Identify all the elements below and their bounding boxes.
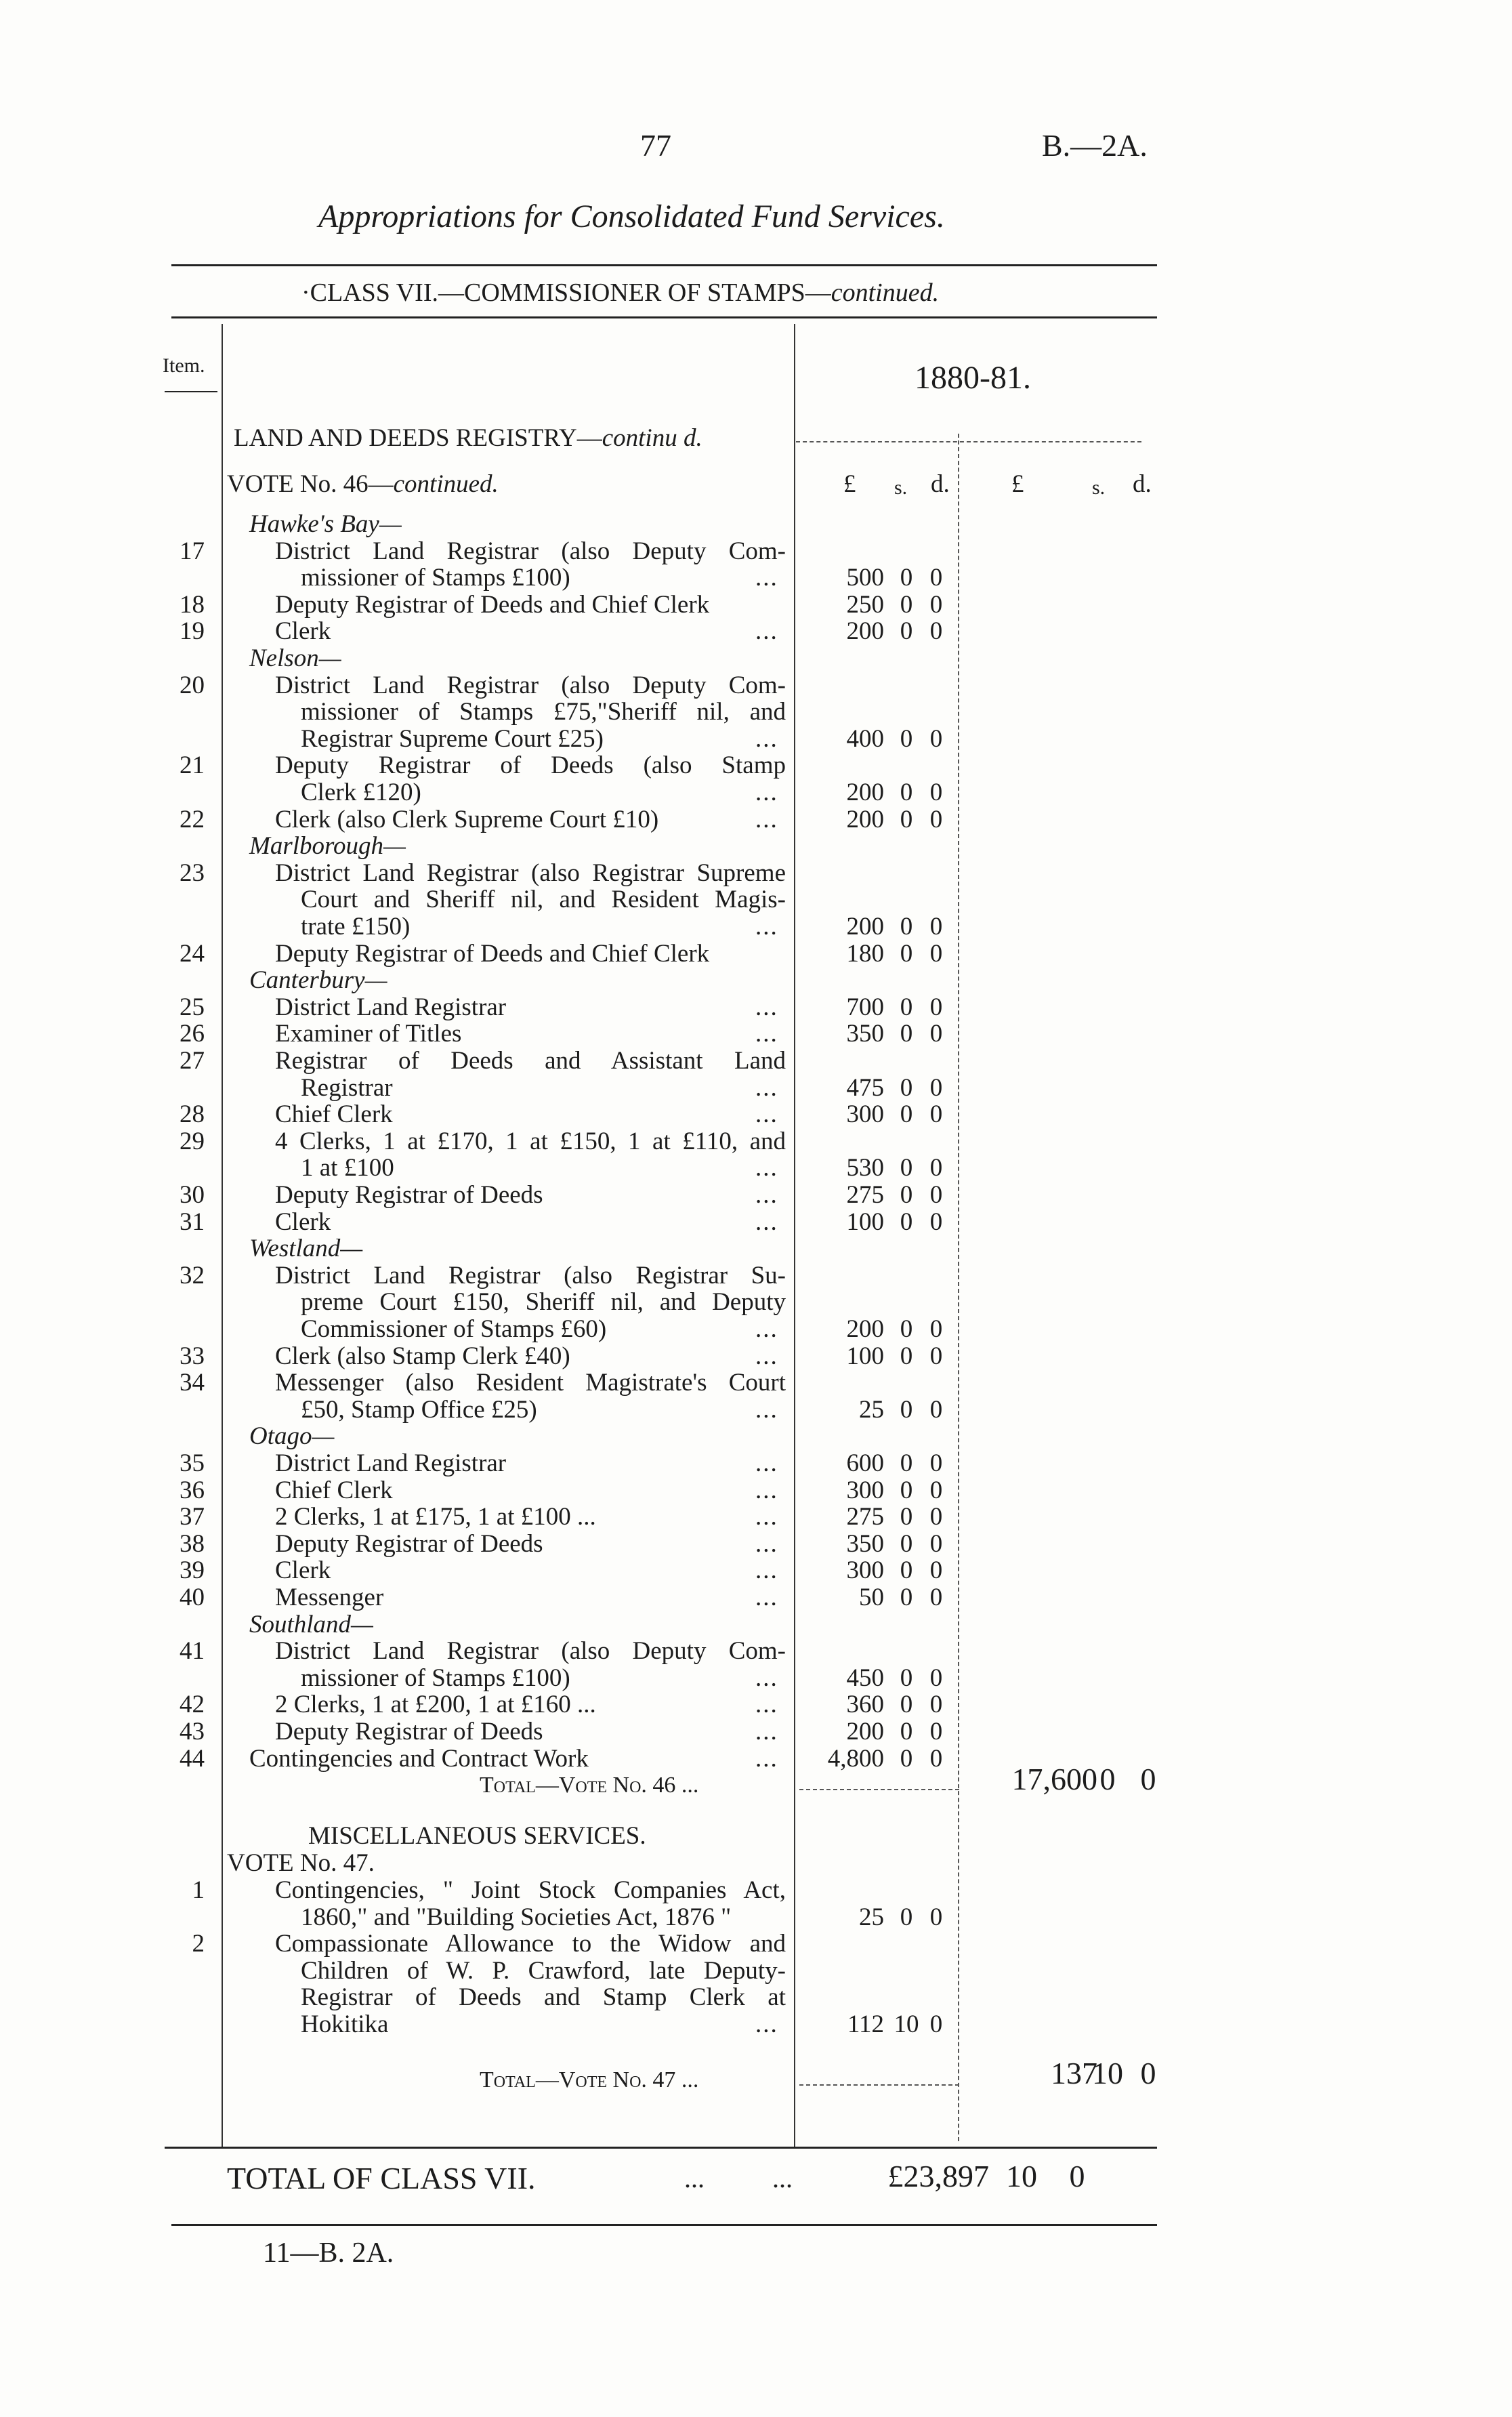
item-number: 25	[180, 993, 205, 1021]
amount-shillings: 0	[900, 724, 913, 753]
amount-shillings: 0	[900, 590, 913, 619]
item-number: 29	[180, 1127, 205, 1155]
amount-pounds: 500	[846, 564, 884, 592]
item-number: 34	[180, 1369, 205, 1397]
item-description-line: preme Court £150, Sheriff nil, and Deputy	[301, 1288, 786, 1317]
item-description-line: Chief Clerk	[275, 1476, 393, 1504]
amount-pence: 0	[929, 590, 943, 619]
item-description-line: Deputy Registrar of Deeds and Chief Clerk	[275, 939, 710, 968]
leader-dots: ...	[755, 1181, 778, 1209]
amount-shillings: 0	[900, 1342, 913, 1370]
amount-pounds: 275	[846, 1503, 884, 1531]
amount-shillings: 0	[900, 1691, 913, 1719]
rule-class-total-top	[165, 2147, 1157, 2149]
item-description-line: Chief Clerk	[275, 1100, 393, 1129]
total-vote-47-shillings: 10	[1092, 2056, 1123, 2090]
class-title-suffix: continued.	[831, 278, 940, 307]
amount-shillings: 0	[900, 1154, 913, 1182]
item-description-line: Deputy Registrar of Deeds and Chief Clerk	[275, 590, 710, 619]
amount-pence: 0	[929, 564, 943, 592]
total-vote-47-text: Total—Vote No. 47 ...	[480, 2067, 699, 2092]
item-number: 41	[180, 1637, 205, 1666]
leader-dots: ...	[755, 1100, 778, 1129]
amount-shillings: 0	[900, 1476, 913, 1504]
description-column-rule	[794, 324, 795, 2147]
amount-pounds: 200	[846, 913, 884, 941]
region-heading: Nelson—	[249, 644, 341, 672]
item-description-line: Registrar Supreme Court £25)	[301, 724, 604, 753]
amount-pence: 0	[929, 993, 943, 1021]
leader-dots: ...	[755, 1718, 778, 1745]
item-description-line: 2 Clerks, 1 at £175, 1 at £100 ...	[275, 1503, 596, 1531]
item-number: 26	[180, 1020, 205, 1048]
amount-pounds: 4,800	[827, 1744, 884, 1773]
amount-pounds: 350	[846, 1529, 884, 1558]
signature-mark: 11—B. 2A.	[263, 2237, 394, 2269]
item-description-line: Examiner of Titles	[275, 1020, 462, 1048]
document-reference: B.—2A.	[1042, 128, 1148, 163]
region-heading: Canterbury—	[249, 966, 387, 995]
section-title-text: LAND AND DEEDS REGISTRY—	[234, 424, 602, 452]
col2-pence-header: d.	[1133, 470, 1152, 498]
item-description-line: Clerk	[275, 1207, 331, 1236]
amount-pence: 0	[929, 1395, 943, 1424]
total-vote-47-label	[480, 2067, 698, 2094]
item-description-line: District Land Registrar (also Deputy Com-	[275, 1637, 786, 1666]
item-description-line: missioner of Stamps £75,"Sheriff nil, and	[301, 698, 786, 726]
leader-dots: ...	[755, 1744, 778, 1773]
item-number: 27	[180, 1047, 205, 1075]
leader-dots: ...	[755, 1342, 778, 1370]
amount-pounds: 450	[846, 1664, 884, 1692]
item-description-line: Messenger	[275, 1584, 384, 1611]
item-description-line: missioner of Stamps £100)	[301, 564, 570, 592]
total-46-rule	[799, 1789, 959, 1790]
amount-pence: 0	[929, 939, 943, 968]
item-number: 38	[180, 1529, 205, 1558]
amount-pounds: 300	[846, 1100, 884, 1129]
leader-dots: ...	[755, 1503, 778, 1531]
item-header-rule	[165, 391, 217, 392]
total-vote-46-pence: 0	[1140, 1762, 1156, 1796]
leader-dots: ...	[755, 1395, 778, 1424]
item-description-line: trate £150)	[301, 913, 411, 941]
item-description-line: Messenger (also Resident Magistrate's Court	[275, 1369, 786, 1397]
class-total-dots: ... ...	[684, 2163, 793, 2193]
section-rule	[796, 441, 1141, 442]
amount-pence: 0	[929, 1100, 943, 1129]
amount-pounds: 100	[846, 1207, 884, 1236]
rule-under-class	[171, 316, 1157, 318]
vote-46-suffix: continued.	[393, 470, 499, 498]
item-description-line: Commissioner of Stamps £60)	[301, 1315, 607, 1343]
amount-pounds: 112	[847, 2010, 884, 2038]
item-number: 39	[180, 1556, 205, 1585]
item-description-line: District Land Registrar	[275, 993, 507, 1021]
vote-47-label: VOTE No. 47.	[227, 1849, 375, 1877]
class-title	[301, 279, 939, 306]
item-number: 17	[180, 537, 205, 565]
amount-pounds: 180	[846, 939, 884, 968]
item-description-line: Hokitika	[301, 2010, 389, 2038]
leader-dots: ...	[755, 617, 778, 646]
region-heading: Hawke's Bay—	[249, 510, 402, 538]
leader-dots: ...	[755, 1449, 778, 1477]
page-number: 77	[640, 128, 671, 163]
amount-pounds: 530	[846, 1154, 884, 1182]
item-description-line: Contingencies and Contract Work	[249, 1744, 589, 1773]
leader-dots: ...	[755, 724, 778, 753]
amount-pence: 0	[929, 1744, 943, 1773]
amount-pence: 0	[929, 617, 943, 646]
year-header: 1880-81.	[915, 360, 1031, 396]
item-number: 31	[180, 1207, 205, 1236]
amount-shillings: 0	[900, 1664, 913, 1692]
amount-pence: 0	[929, 1691, 943, 1719]
item-description-line: Court and Sheriff nil, and Resident Magis-	[301, 886, 786, 914]
item-description-line: Clerk (also Stamp Clerk £40)	[275, 1342, 570, 1370]
amount-shillings: 0	[900, 1073, 913, 1102]
amount-shillings: 0	[900, 1395, 913, 1424]
amount-pounds: 400	[846, 724, 884, 753]
amount-pence: 0	[929, 1315, 943, 1343]
item-number: 33	[180, 1342, 205, 1370]
item-description-line: District Land Registrar	[275, 1449, 507, 1477]
amount-pounds: 50	[859, 1584, 884, 1611]
leader-dots: ...	[755, 1073, 778, 1102]
col2-pound-header: £	[1011, 470, 1024, 498]
total-vote-47-pence: 0	[1140, 2056, 1156, 2090]
leader-dots: ...	[755, 1020, 778, 1048]
item-description-line: Registrar	[301, 1073, 393, 1102]
rule-class-total-bottom	[171, 2224, 1157, 2226]
amount-shillings: 0	[900, 805, 913, 833]
leader-dots: ...	[755, 1691, 778, 1719]
item-column-rule	[222, 324, 223, 2147]
amount-shillings: 0	[900, 1503, 913, 1531]
amount-pounds: 200	[846, 805, 884, 833]
item-description-line: District Land Registrar (also Registrar Supreme	[275, 859, 786, 887]
amount-pounds: 25	[859, 1395, 884, 1424]
amount-pence: 0	[929, 1073, 943, 1102]
misc-services-title: MISCELLANEOUS SERVICES.	[308, 1822, 646, 1850]
total-vote-46-shillings: 0	[1099, 1762, 1116, 1796]
amount-pounds: 200	[846, 779, 884, 806]
item-column-header: Item.	[163, 354, 205, 377]
item-number: 23	[180, 859, 205, 887]
leader-dots: ...	[755, 1584, 778, 1611]
item-description-line: District Land Registrar (also Deputy Com-	[275, 537, 786, 565]
leader-dots: ...	[755, 1664, 778, 1692]
vote-46-text: VOTE No. 46—	[227, 470, 394, 498]
amount-pence: 0	[929, 1342, 943, 1370]
amount-shillings: 0	[900, 1449, 913, 1477]
class-total-label: TOTAL OF CLASS VII.	[227, 2161, 536, 2195]
leader-dots: ...	[755, 1476, 778, 1504]
item-number: 36	[180, 1476, 205, 1504]
total-vote-46-pounds: 17,600	[1011, 1762, 1097, 1796]
amount-pence: 0	[929, 1529, 943, 1558]
item-description-line: Registrar of Deeds and Assistant Land	[275, 1047, 786, 1075]
amount-shillings: 0	[900, 1584, 913, 1611]
amount-pounds: 250	[846, 590, 884, 619]
amount-shillings: 0	[900, 564, 913, 592]
amount-pence: 0	[929, 1476, 943, 1504]
amount-pence: 0	[929, 1181, 943, 1209]
item-number: 40	[180, 1584, 205, 1611]
amount-shillings: 0	[900, 1744, 913, 1773]
region-heading: Marlborough—	[249, 832, 406, 861]
total-47-rule	[799, 2084, 959, 2086]
total-vote-47-pounds: 137	[1051, 2056, 1097, 2090]
amount-shillings: 0	[900, 993, 913, 1021]
total-vote-46-label	[480, 1772, 698, 1799]
col1-pence-header: d.	[931, 470, 950, 498]
amount-pounds: 475	[846, 1073, 884, 1102]
leader-dots: ...	[755, 2010, 778, 2038]
item-description-line: District Land Registrar (also Registrar Su-	[275, 1261, 786, 1289]
item-number: 32	[180, 1261, 205, 1289]
item-description-line: Clerk (also Clerk Supreme Court £10)	[275, 805, 659, 833]
leader-dots: ...	[755, 1315, 778, 1343]
amount-shillings: 0	[900, 1315, 913, 1343]
item-number: 19	[180, 617, 205, 646]
item-number: 35	[180, 1449, 205, 1477]
item-description-line: missioner of Stamps £100)	[301, 1664, 570, 1692]
leader-dots: ...	[755, 913, 778, 941]
vote-46-label	[227, 471, 499, 498]
item-description-line: Deputy Registrar of Deeds (also Stamp	[275, 751, 786, 780]
item-number: 21	[180, 751, 205, 780]
amount-pence: 0	[929, 1207, 943, 1236]
class-total-pence: 0	[1069, 2159, 1085, 2193]
item-number: 43	[180, 1718, 205, 1745]
amount-pence: 0	[929, 805, 943, 833]
leader-dots: ...	[755, 993, 778, 1021]
leader-dots: ...	[755, 805, 778, 833]
amount-shillings: 0	[900, 1903, 913, 1931]
item-description-line: 1860," and "Building Societies Act, 1876 "	[301, 1903, 732, 1931]
amount-shillings: 10	[894, 2010, 919, 2038]
amount-pence: 0	[929, 724, 943, 753]
total-vote-46-text: Total—Vote No. 46 ...	[480, 1773, 699, 1798]
leader-dots: ...	[755, 779, 778, 806]
amount-pounds: 100	[846, 1342, 884, 1370]
amount-pounds: 200	[846, 617, 884, 646]
item-description-line: Compassionate Allowance to the Widow and	[275, 1930, 786, 1958]
amount-pounds: 200	[846, 1315, 884, 1343]
class-title-text: ·CLASS VII.—COMMISSIONER OF STAMPS—	[301, 278, 831, 307]
item-number: 44	[180, 1744, 205, 1773]
item-description-line: Clerk	[275, 1556, 331, 1585]
page-title: Appropriations for Consolidated Fund Services.	[318, 199, 945, 234]
amount-pence: 0	[929, 1718, 943, 1745]
amount-pounds: 25	[859, 1903, 884, 1931]
amount-pence: 0	[929, 913, 943, 941]
item-description-line: 1 at £100	[301, 1154, 394, 1182]
amount-pence: 0	[929, 1664, 943, 1692]
amount-pounds: 700	[846, 993, 884, 1021]
amount-pence: 0	[929, 779, 943, 806]
leader-dots: ...	[755, 1207, 778, 1236]
amount-pounds: 600	[846, 1449, 884, 1477]
leader-dots: ...	[755, 564, 778, 592]
class-total-value: £23,897	[887, 2159, 989, 2193]
item-number: 42	[180, 1691, 205, 1719]
item-description-line: 2 Clerks, 1 at £200, 1 at £160 ...	[275, 1691, 596, 1719]
amount-shillings: 0	[900, 1529, 913, 1558]
amount-pounds: 300	[846, 1556, 884, 1585]
leader-dots: ...	[755, 1556, 778, 1585]
item-number: 18	[180, 590, 205, 619]
item-number: 24	[180, 939, 205, 968]
amount-pence: 0	[929, 1449, 943, 1477]
amount-pence: 0	[929, 1503, 943, 1531]
item-description-line: £50, Stamp Office £25)	[301, 1395, 537, 1424]
item-description-line: Deputy Registrar of Deeds	[275, 1529, 543, 1558]
amount-pence: 0	[929, 2010, 943, 2038]
item-description-line: Deputy Registrar of Deeds	[275, 1181, 543, 1209]
item-description-line: Deputy Registrar of Deeds	[275, 1718, 543, 1745]
amount-shillings: 0	[900, 1556, 913, 1585]
item-number: 1	[192, 1876, 205, 1904]
amount-pence: 0	[929, 1903, 943, 1931]
item-number: 22	[180, 805, 205, 833]
amount-pence: 0	[929, 1154, 943, 1182]
item-description-line: 4 Clerks, 1 at £170, 1 at £150, 1 at £110, and	[275, 1127, 786, 1155]
class-total-shillings: 10	[1006, 2159, 1037, 2193]
amount-pounds: 360	[846, 1691, 884, 1719]
region-heading: Westland—	[249, 1235, 363, 1263]
item-number: 37	[180, 1503, 205, 1531]
leader-dots: ...	[755, 1529, 778, 1558]
item-description-line: Registrar of Deeds and Stamp Clerk at	[301, 1983, 786, 2012]
item-number: 2	[192, 1930, 205, 1958]
col1-pound-header: £	[843, 470, 856, 498]
amount-pounds: 275	[846, 1181, 884, 1209]
item-description-line: Clerk	[275, 617, 331, 646]
item-description-line: Contingencies, " Joint Stock Companies Act,	[275, 1876, 786, 1904]
amount-shillings: 0	[900, 1100, 913, 1129]
amount-shillings: 0	[900, 913, 913, 941]
amount-shillings: 0	[900, 617, 913, 646]
region-heading: Otago—	[249, 1422, 335, 1451]
amount-shillings: 0	[900, 1020, 913, 1048]
rule-top	[171, 264, 1157, 266]
item-number: 30	[180, 1181, 205, 1209]
amount-shillings: 0	[900, 1718, 913, 1745]
leader-dots: ...	[755, 1154, 778, 1182]
col2-shilling-header: s.	[1092, 476, 1106, 499]
amount-pence: 0	[929, 1556, 943, 1585]
amount-shillings: 0	[900, 1207, 913, 1236]
amount-divider	[958, 434, 960, 2141]
amount-shillings: 0	[900, 1181, 913, 1209]
item-number: 20	[180, 671, 205, 699]
amount-shillings: 0	[900, 779, 913, 806]
amount-pounds: 300	[846, 1476, 884, 1504]
item-description-line: Clerk £120)	[301, 779, 421, 806]
item-description-line: Children of W. P. Crawford, late Deputy-	[301, 1956, 786, 1985]
amount-pence: 0	[929, 1584, 943, 1611]
region-heading: Southland—	[249, 1610, 373, 1638]
item-number: 28	[180, 1100, 205, 1129]
section-title-suffix: continu d.	[602, 424, 702, 452]
section-title	[234, 425, 702, 452]
amount-shillings: 0	[900, 939, 913, 968]
item-description-line: District Land Registrar (also Deputy Com-	[275, 671, 786, 699]
amount-pounds: 350	[846, 1020, 884, 1048]
amount-pounds: 200	[846, 1718, 884, 1745]
col1-shilling-header: s.	[894, 476, 908, 499]
amount-pence: 0	[929, 1020, 943, 1048]
